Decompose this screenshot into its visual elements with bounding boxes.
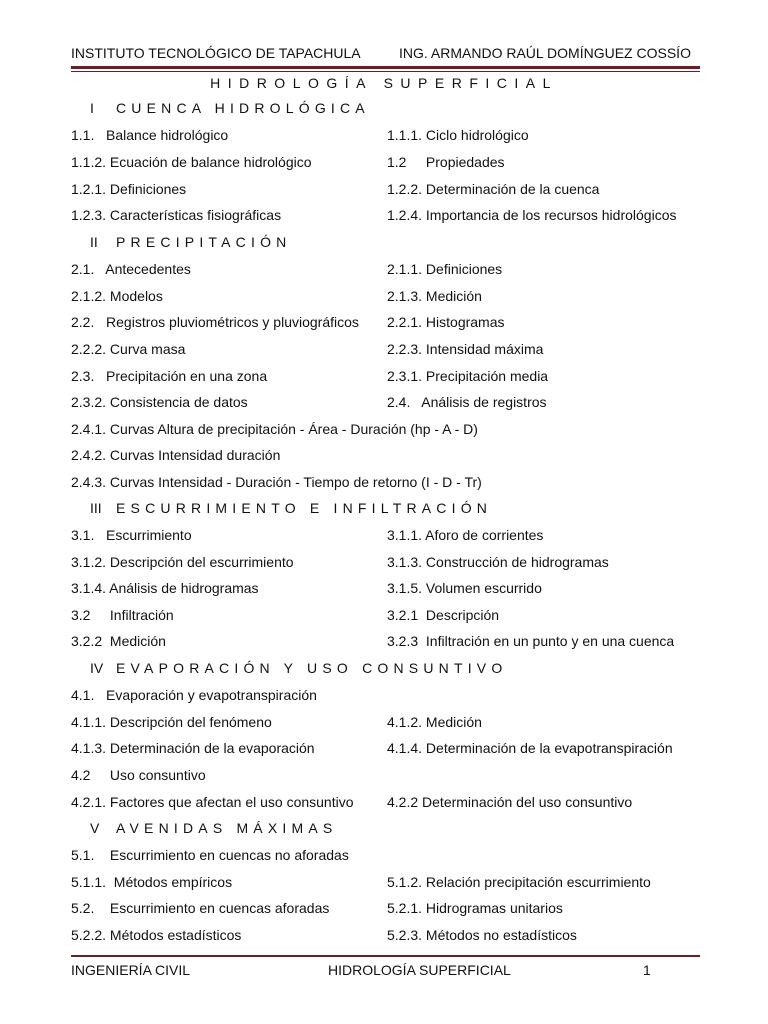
toc-item: 3.2 Infiltración	[71, 607, 174, 623]
toc-item: 4.1.3. Determinación de la evaporación	[71, 740, 315, 756]
toc-item: 1.2.2. Determinación de la cuenca	[387, 181, 600, 197]
toc-item: 5.2.1. Hidrogramas unitarios	[387, 900, 563, 916]
toc-item: 1.2.3. Características fisiográficas	[71, 207, 282, 223]
toc-item: 2.1.3. Medición	[387, 288, 482, 304]
section-title: ESCURRIMIENTO E INFILTRACIÓN	[116, 500, 493, 516]
document-title: HIDROLOGÍA SUPERFICIAL	[210, 75, 558, 91]
toc-item: 3.2.3 Infiltración en un punto y en una cuenca	[387, 633, 675, 649]
section-number: IV	[90, 660, 104, 676]
toc-item: 2.1.2. Modelos	[71, 288, 163, 304]
header-institute: INSTITUTO TECNOLÓGICO DE TAPACHULA	[71, 45, 361, 61]
toc-item: 2.2. Registros pluviométricos y pluviográficos	[71, 314, 359, 330]
footer-left: INGENIERÍA CIVIL	[71, 962, 191, 978]
toc-item: 2.4.1. Curvas Altura de precipitación - Área - Duración (hp - A - D)	[71, 421, 478, 437]
section-heading	[90, 660, 507, 676]
toc-item: 2.4.2. Curvas Intensidad duración	[71, 447, 281, 463]
section-title: CUENCA HIDROLÓGICA	[116, 100, 370, 116]
toc-item: 2.1.1. Definiciones	[387, 261, 503, 277]
header-rule-thin	[71, 71, 700, 72]
footer-title: HIDROLOGÍA SUPERFICIAL	[328, 962, 511, 978]
toc-item: 4.2.1. Factores que afectan el uso consuntivo	[71, 794, 354, 810]
toc-item: 3.1.3. Construcción de hidrogramas	[387, 554, 609, 570]
toc-item: 3.1.1. Aforo de corrientes	[387, 527, 544, 543]
toc-item: 5.1. Escurrimiento en cuencas no aforadas	[71, 847, 349, 863]
toc-item: 2.2.1. Histogramas	[387, 314, 505, 330]
toc-item: 4.2.2 Determinación del uso consuntivo	[387, 794, 633, 810]
toc-item: 5.2.3. Métodos no estadísticos	[387, 927, 577, 943]
section-heading	[90, 500, 492, 516]
toc-item: 4.1. Evaporación y evapotranspiración	[71, 687, 317, 703]
toc-item: 1.2.1. Definiciones	[71, 181, 187, 197]
toc-item: 3.1.2. Descripción del escurrimiento	[71, 554, 294, 570]
toc-item: 4.1.1. Descripción del fenómeno	[71, 714, 272, 730]
section-title: AVENIDAS MÁXIMAS	[116, 820, 338, 836]
toc-item: 2.3.1. Precipitación media	[387, 368, 549, 384]
toc-item: 5.1.2. Relación precipitación escurrimiento	[387, 874, 651, 890]
section-heading	[90, 234, 291, 250]
toc-item: 1.2.4. Importancia de los recursos hidrológicos	[387, 207, 677, 223]
section-number: V	[90, 820, 100, 836]
header-rule-thick	[71, 66, 700, 69]
toc-item: 2.3.2. Consistencia de datos	[71, 394, 248, 410]
toc-item: 2.2.2. Curva masa	[71, 341, 186, 357]
page-number: 1	[643, 962, 651, 978]
toc-item: 3.2.1 Descripción	[387, 607, 500, 623]
section-number: II	[90, 234, 98, 250]
toc-item: 4.1.4. Determinación de la evapotranspiración	[387, 740, 673, 756]
section-title: EVAPORACIÓN Y USO CONSUNTIVO	[116, 660, 508, 676]
toc-item: 1.2 Propiedades	[387, 154, 505, 170]
section-heading	[90, 820, 337, 836]
section-number: III	[90, 500, 102, 516]
toc-item: 2.2.3. Intensidad máxima	[387, 341, 544, 357]
toc-item: 2.1. Antecedentes	[71, 261, 191, 277]
toc-item: 1.1.1. Ciclo hidrológico	[387, 127, 529, 143]
toc-item: 2.3. Precipitación en una zona	[71, 368, 268, 384]
toc-item: 5.2.2. Métodos estadísticos	[71, 927, 242, 943]
toc-item: 3.1. Escurrimiento	[71, 527, 192, 543]
toc-item: 1.1. Balance hidrológico	[71, 127, 229, 143]
toc-item: 4.1.2. Medición	[387, 714, 482, 730]
toc-item: 3.1.4. Análisis de hidrogramas	[71, 580, 259, 596]
toc-item: 5.2. Escurrimiento en cuencas aforadas	[71, 900, 330, 916]
header-author: ING. ARMANDO RAÚL DOMÍNGUEZ COSSÍO	[399, 45, 691, 61]
toc-item: 2.4. Análisis de registros	[387, 394, 547, 410]
footer-rule	[71, 955, 700, 957]
toc-item: 4.2 Uso consuntivo	[71, 767, 206, 783]
section-heading	[90, 100, 370, 116]
section-title: PRECIPITACIÓN	[116, 234, 292, 250]
section-number: I	[90, 100, 94, 116]
toc-item: 3.1.5. Volumen escurrido	[387, 580, 542, 596]
toc-item: 3.2.2 Medición	[71, 633, 166, 649]
toc-item: 5.1.1. Métodos empíricos	[71, 874, 233, 890]
toc-item: 1.1.2. Ecuación de balance hidrológico	[71, 154, 312, 170]
toc-item: 2.4.3. Curvas Intensidad - Duración - Tiempo de retorno (I - D - Tr)	[71, 474, 482, 490]
